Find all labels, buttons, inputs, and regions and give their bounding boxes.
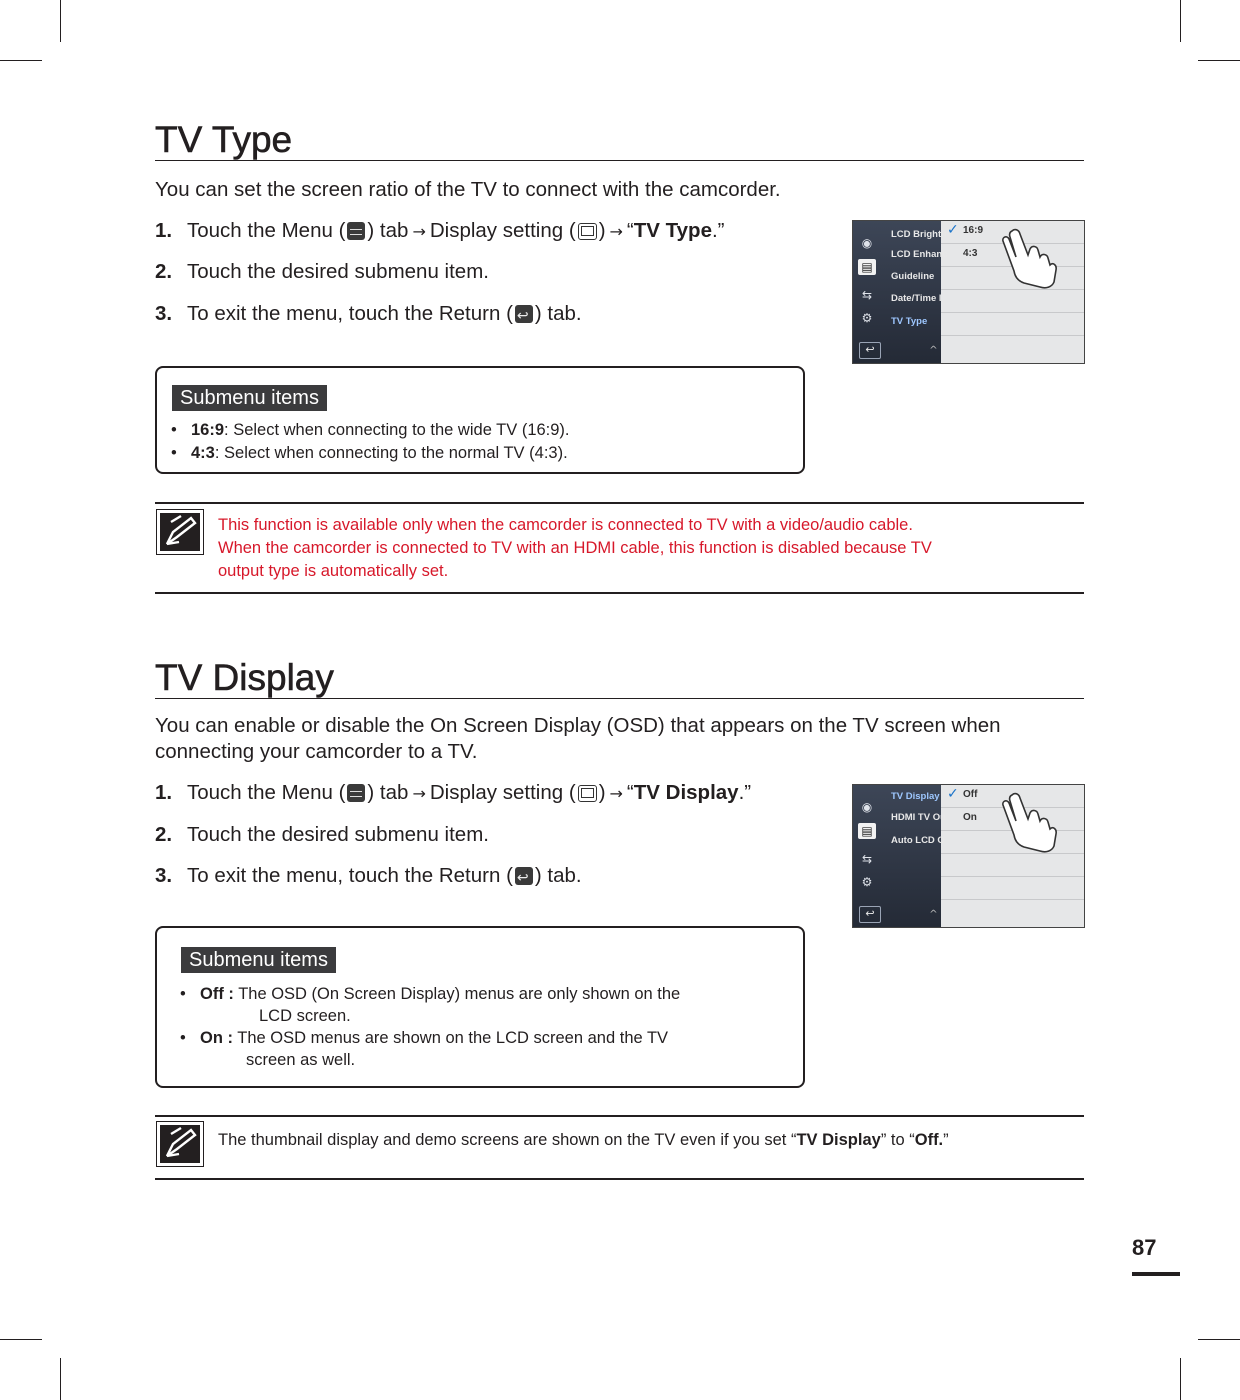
note-text-part: The thumbnail display and demo screens are shown on the TV even if you set “: [218, 1131, 797, 1149]
display-tab-icon[interactable]: ▤: [858, 259, 876, 275]
option-row: [941, 313, 1084, 336]
check-icon: ✓: [947, 786, 959, 802]
arrow-icon: →: [412, 222, 426, 241]
step-3: [155, 301, 582, 327]
intro-line: You can enable or disable the On Screen Display (OSD) that appears on the TV screen when: [155, 714, 1001, 737]
option-row: [941, 854, 1084, 877]
step-1: [155, 780, 751, 807]
step-text: “: [626, 219, 634, 242]
step-bold: TV Type: [633, 219, 712, 242]
step-3: [155, 863, 582, 889]
menu-icon: [347, 784, 365, 802]
option-label: 16:9: [963, 225, 984, 236]
note-text-part: ” to “: [880, 1131, 915, 1149]
submenu-box: [155, 926, 805, 1088]
step-text: “: [626, 781, 634, 804]
step-number: 3.: [155, 302, 173, 325]
submenu-item-cont: LCD screen.: [259, 1007, 351, 1025]
crop-mark: [1198, 1339, 1240, 1340]
option-row: [941, 290, 1084, 313]
back-icon[interactable]: ↩: [859, 342, 881, 359]
bullet: •: [180, 985, 186, 1003]
arrow-icon: →: [609, 784, 623, 803]
page-number-bar: [1132, 1272, 1180, 1276]
submenu-item-cont: screen as well.: [246, 1051, 356, 1069]
submenu-item: [180, 983, 680, 1005]
step-text: .”: [738, 781, 752, 804]
option-label: Off: [963, 789, 978, 800]
settings-tab-icon[interactable]: ⚙: [861, 311, 873, 325]
step-text: Touch the Menu (: [187, 219, 346, 242]
crop-mark: [1180, 1358, 1181, 1400]
submenu-item-key: On :: [200, 1029, 233, 1047]
display-tab-icon[interactable]: ▤: [858, 823, 876, 839]
note-box: [155, 502, 1084, 594]
step-text: Touch the desired submenu item.: [187, 823, 489, 846]
step-text: Touch the desired submenu item.: [187, 260, 489, 283]
submenu-item-text: : Select when connecting to the wide TV (16:9).: [224, 421, 570, 439]
step-text: Display setting (: [429, 781, 576, 804]
step-2: [155, 822, 489, 848]
submenu-item-key: 16:9: [191, 421, 225, 439]
menu-item[interactable]: Date/Time I: [891, 293, 942, 304]
note-line: This function is available only when the camcorder is connected to TV with a video/audio cable.: [218, 516, 913, 534]
bullet: •: [171, 444, 177, 462]
hand-pointer-icon: [998, 791, 1058, 853]
connection-tab-icon[interactable]: ⇆: [861, 288, 873, 302]
step-2: [155, 259, 489, 285]
note-bold: Off.: [914, 1131, 944, 1149]
step-text: Touch the Menu (: [187, 781, 346, 804]
intro-text: [155, 713, 1085, 765]
connection-tab-icon[interactable]: ⇆: [861, 852, 873, 866]
step-text: ): [598, 219, 606, 242]
note-icon: [156, 509, 204, 555]
section-title-tv-type: TV Type: [155, 120, 1084, 161]
step-text: ) tab: [367, 219, 409, 242]
display-setting-icon: [578, 785, 597, 802]
step-text: ) tab.: [534, 864, 582, 887]
menu-item-selected[interactable]: TV Display: [891, 791, 940, 802]
submenu-item-text: : Select when connecting to the normal TV (4:3).: [214, 444, 568, 462]
note-text: [218, 1129, 1068, 1152]
crop-mark: [0, 1339, 42, 1340]
submenu-item: [171, 419, 570, 441]
menu-icon: [347, 222, 365, 240]
step-text: ): [598, 781, 606, 804]
menu-item[interactable]: HDMI TV Ou: [891, 812, 946, 823]
submenu-item-text: The OSD (On Screen Display) menus are only shown on the: [233, 985, 681, 1003]
note-bold: TV Display: [796, 1131, 881, 1149]
arrow-icon: →: [412, 784, 426, 803]
back-icon[interactable]: ↩: [859, 906, 881, 923]
return-icon: [515, 867, 533, 885]
step-text: To exit the menu, touch the Return (: [187, 302, 513, 325]
submenu-item-text: The OSD menus are shown on the LCD screen and the TV: [233, 1029, 669, 1047]
menu-item[interactable]: Guideline: [891, 271, 935, 282]
hand-pointer-icon: [998, 227, 1058, 289]
note-icon: [156, 1121, 204, 1167]
menu-item[interactable]: LCD Enhanc: [891, 249, 948, 260]
step-text: ) tab.: [534, 302, 582, 325]
step-number: 1.: [155, 219, 173, 242]
option-label: On: [963, 812, 977, 823]
return-icon: [515, 305, 533, 323]
option-row: [941, 877, 1084, 900]
intro-text: You can set the screen ratio of the TV to connect with the camcorder.: [155, 178, 781, 201]
option-label: 4:3: [963, 248, 978, 259]
bullet: •: [171, 421, 177, 439]
submenu-item-key: Off :: [200, 985, 234, 1003]
camera-tab-icon[interactable]: ◉: [861, 236, 873, 250]
menu-item[interactable]: Auto LCD O: [891, 835, 945, 846]
camcorder-screen-tv-type: [852, 220, 1085, 364]
crop-mark: [1180, 0, 1181, 42]
step-text: To exit the menu, touch the Return (: [187, 864, 513, 887]
page-number: 87: [1132, 1235, 1157, 1260]
menu-item-selected[interactable]: TV Type: [891, 316, 928, 327]
scroll-up-icon[interactable]: ^: [929, 909, 938, 920]
crop-mark: [60, 0, 61, 42]
submenu-tag: Submenu items: [171, 384, 328, 412]
check-icon: ✓: [947, 222, 959, 238]
submenu-tag: Submenu items: [180, 946, 337, 974]
display-setting-icon: [578, 223, 597, 240]
step-number: 3.: [155, 864, 173, 887]
step-1: [155, 218, 725, 245]
note-text-part: ”: [943, 1131, 949, 1149]
step-text: ) tab: [367, 781, 409, 804]
crop-mark: [1198, 60, 1240, 61]
step-bold: TV Display: [633, 781, 739, 804]
step-number: 2.: [155, 260, 173, 283]
camera-tab-icon[interactable]: ◉: [861, 800, 873, 814]
step-number: 1.: [155, 781, 173, 804]
menu-item[interactable]: LCD Brightn: [891, 229, 947, 240]
submenu-item: [171, 442, 568, 464]
scroll-up-icon[interactable]: ^: [929, 345, 938, 356]
intro-line: connecting your camcorder to a TV.: [155, 740, 478, 763]
note-box: [155, 1115, 1084, 1180]
step-number: 2.: [155, 823, 173, 846]
bullet: •: [180, 1029, 186, 1047]
note-text: [218, 514, 1068, 583]
settings-tab-icon[interactable]: ⚙: [861, 875, 873, 889]
arrow-icon: →: [609, 222, 623, 241]
menu-panel: [853, 785, 946, 927]
camcorder-screen-tv-display: [852, 784, 1085, 928]
submenu-item-key: 4:3: [191, 444, 215, 462]
submenu-item: [180, 1027, 668, 1049]
crop-mark: [0, 60, 42, 61]
note-line: output type is automatically set.: [218, 562, 449, 580]
submenu-box: [155, 366, 805, 474]
menu-panel: [853, 221, 948, 363]
section-title-tv-display: TV Display: [155, 658, 1084, 699]
crop-mark: [60, 1358, 61, 1400]
step-text: Display setting (: [429, 219, 576, 242]
step-text: .”: [711, 219, 725, 242]
note-line: When the camcorder is connected to TV with an HDMI cable, this function is disabled because TV: [218, 539, 932, 557]
